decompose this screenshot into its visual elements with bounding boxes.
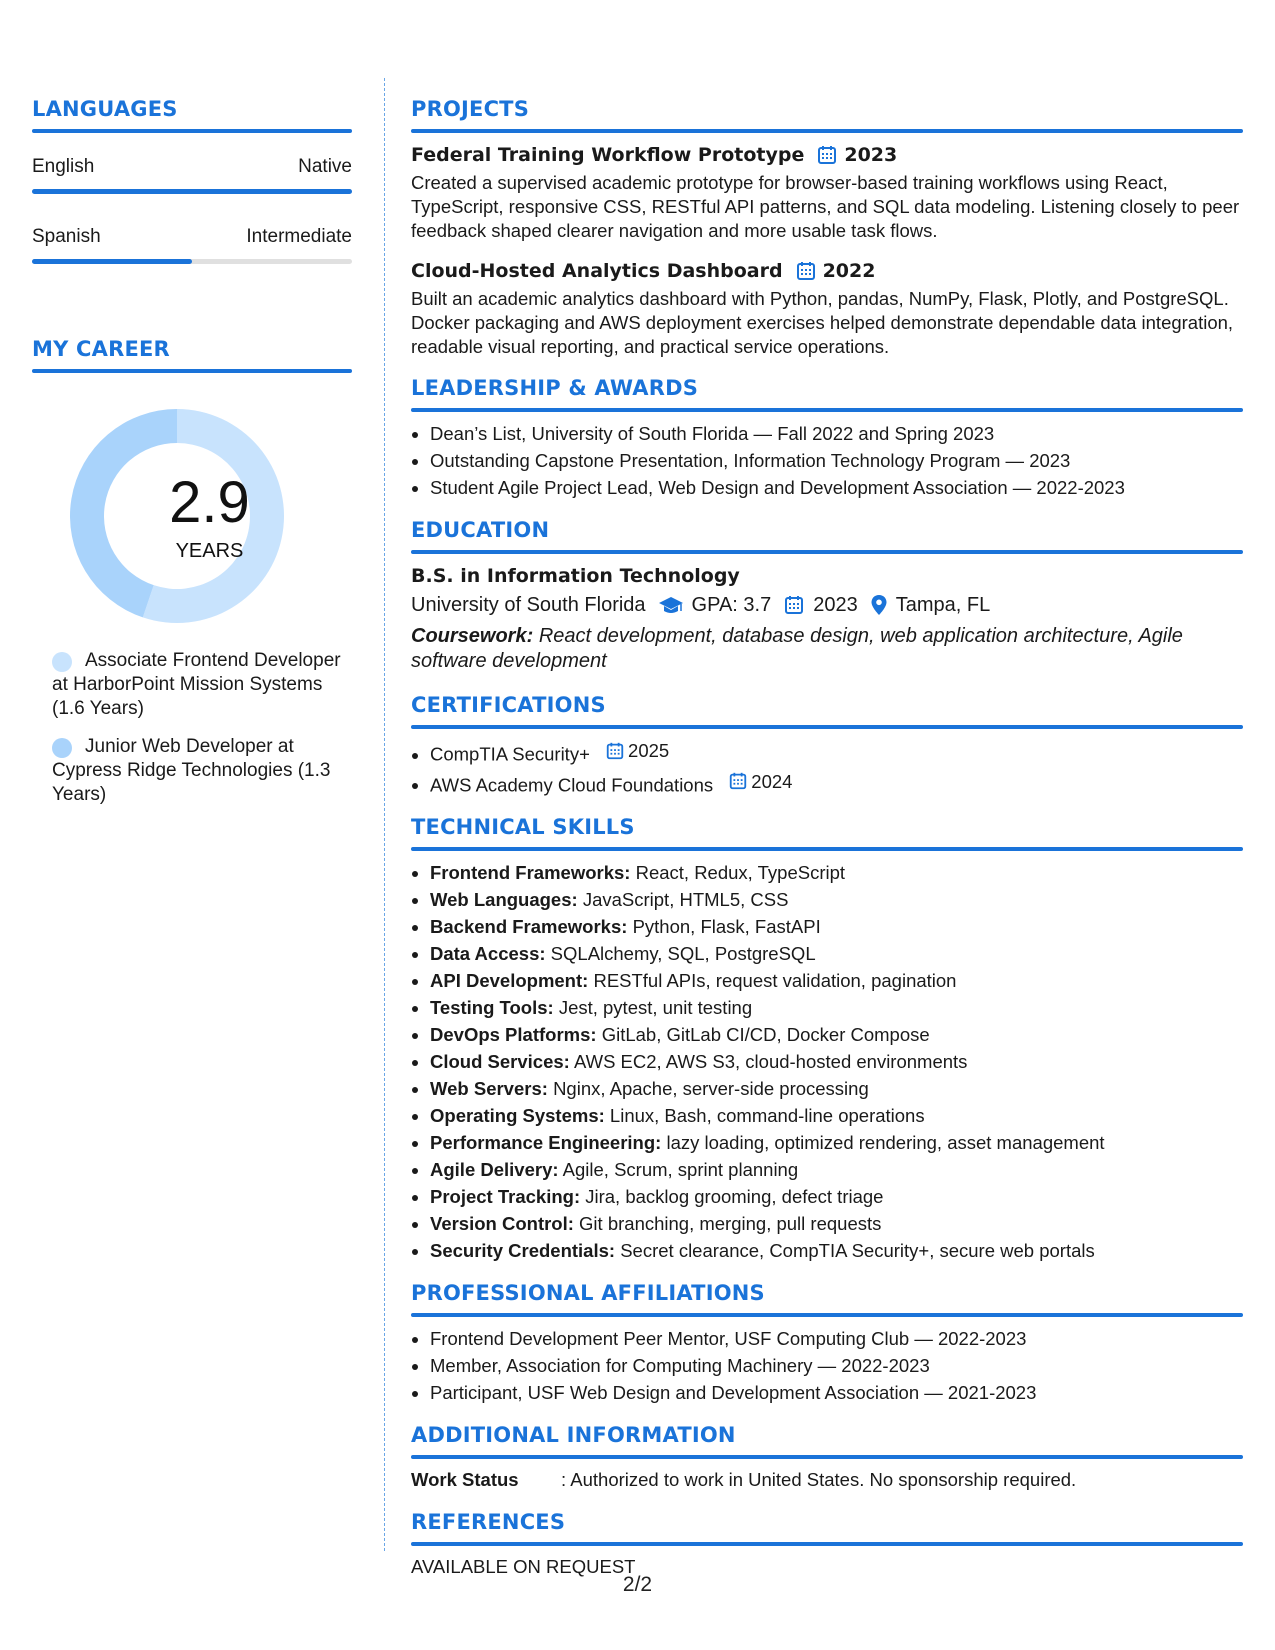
- section-rule: [411, 725, 1243, 729]
- column-divider: [384, 78, 385, 1551]
- skill-item: [430, 913, 1243, 940]
- additional-info-section: [411, 1420, 1243, 1493]
- calendar-icon: [605, 741, 625, 761]
- project-description: Built an academic analytics dashboard with Python, pandas, NumPy, Flask, Plotly, and PostgreSQL. Docker packaging and AWS deployment exercises helped demonstrate dependable data integration, readable visual reporting, and practical service operations.: [411, 288, 1234, 357]
- legend-label: Associate Frontend Developer at HarborPoint Mission Systems (1.6 Years): [52, 650, 341, 719]
- education-gpa: GPA: 3.7: [691, 594, 772, 616]
- project-heading: [411, 257, 1243, 285]
- skill-label: Version Control:: [430, 1213, 574, 1234]
- skill-label: API Development:: [430, 970, 589, 991]
- skill-value: RESTful APIs, request validation, pagination: [593, 970, 957, 991]
- project-description: Created a supervised academic prototype for browser-based training workflows using React, TypeScript, responsive CSS, RESTful API patterns, and SQL data modeling. Listening closely to peer feedback shaped clearer navigation and more usable task flows.: [411, 172, 1240, 241]
- skill-value: Nginx, Apache, server-side processing: [553, 1078, 869, 1099]
- legend-label: Junior Web Developer at Cypress Ridge Technologies (1.3 Years): [52, 736, 331, 805]
- location-pin-icon: [870, 594, 888, 616]
- skill-item: [430, 967, 1243, 994]
- skill-value: Jira, backlog grooming, defect triage: [585, 1186, 884, 1207]
- skill-item: [430, 1237, 1243, 1264]
- language-proficiency-fill: [32, 189, 352, 194]
- affiliations-list: [411, 1325, 1243, 1406]
- education-details: [411, 590, 1243, 620]
- legend-dot: [52, 652, 72, 672]
- education-location: Tampa, FL: [895, 594, 991, 616]
- section-rule: [411, 550, 1243, 554]
- skill-value: Jest, pytest, unit testing: [558, 997, 753, 1018]
- calendar-icon: [728, 771, 748, 791]
- list-item: • Frontend Development Peer Mentor, USF Computing Club — 2022-2023: [430, 1325, 1243, 1352]
- calendar-icon: [795, 260, 817, 282]
- skill-label: DevOps Platforms:: [430, 1024, 597, 1045]
- skill-label: Cloud Services:: [430, 1051, 570, 1072]
- career-title: MY CAREER: [32, 337, 170, 361]
- skill-label: Backend Frameworks:: [430, 916, 628, 937]
- certifications-section: [411, 690, 1243, 798]
- references-section: [411, 1507, 1243, 1580]
- section-rule: [411, 847, 1243, 851]
- skill-value: Python, Flask, FastAPI: [632, 916, 821, 937]
- education-year: 2023: [813, 594, 858, 616]
- list-item: • Participant, USF Web Design and Development Association — 2021-2023: [430, 1379, 1243, 1406]
- languages-title: LANGUAGES: [32, 97, 178, 121]
- project-name: Cloud-Hosted Analytics Dashboard: [411, 260, 783, 282]
- list-item: [430, 737, 1243, 768]
- project-year: 2023: [844, 144, 898, 166]
- projects-title: PROJECTS: [411, 97, 530, 121]
- skill-item: [430, 1183, 1243, 1210]
- education-school: University of South Florida: [411, 594, 646, 616]
- calendar-icon: [816, 144, 838, 166]
- skill-value: Git branching, merging, pull requests: [579, 1213, 882, 1234]
- skill-value: Agile, Scrum, sprint planning: [562, 1159, 799, 1180]
- affiliations-section: [411, 1278, 1243, 1406]
- section-rule: [411, 1455, 1243, 1459]
- education-title: EDUCATION: [411, 518, 550, 542]
- skill-label: Web Languages:: [430, 889, 578, 910]
- skill-value: Secret clearance, CompTIA Security+, secure web portals: [620, 1240, 1095, 1261]
- career-donut-chart: [32, 403, 352, 643]
- skill-label: Frontend Frameworks:: [430, 862, 631, 883]
- skill-label: Security Credentials:: [430, 1240, 616, 1261]
- references-text: AVAILABLE ON REQUEST: [411, 1556, 636, 1577]
- language-proficiency-fill: [32, 259, 192, 264]
- skill-item: [430, 994, 1243, 1021]
- language-proficiency-bar: [32, 259, 352, 264]
- skill-value: lazy loading, optimized rendering, asset management: [666, 1132, 1105, 1153]
- certification-year: 2025: [628, 740, 670, 761]
- skill-item: [430, 1075, 1243, 1102]
- skill-value: SQLAlchemy, SQL, PostgreSQL: [550, 943, 816, 964]
- career-legend-item: [32, 735, 352, 807]
- language-level: Native: [298, 156, 352, 177]
- skills-list: [411, 859, 1243, 1264]
- leadership-title: LEADERSHIP & AWARDS: [411, 376, 699, 400]
- left-column: [32, 94, 352, 821]
- language-name: English: [32, 156, 95, 177]
- skill-item: [430, 1210, 1243, 1237]
- skill-label: Operating Systems:: [430, 1105, 605, 1126]
- language-item-english: [32, 155, 352, 194]
- skills-section: [411, 812, 1243, 1264]
- skill-value: JavaScript, HTML5, CSS: [582, 889, 789, 910]
- skill-value: React, Redux, TypeScript: [635, 862, 846, 883]
- skill-item: [430, 1048, 1243, 1075]
- project-year: 2022: [822, 260, 876, 282]
- skill-value: AWS EC2, AWS S3, cloud-hosted environments: [573, 1051, 968, 1072]
- skill-label: Project Tracking:: [430, 1186, 581, 1207]
- skill-item: [430, 1021, 1243, 1048]
- section-rule: [411, 1542, 1243, 1546]
- right-column: [411, 94, 1243, 1594]
- work-status-row: [411, 1467, 1243, 1493]
- work-status-value: : Authorized to work in United States. No sponsorship required.: [561, 1469, 1077, 1490]
- project-name: Federal Training Workflow Prototype: [411, 144, 805, 166]
- language-proficiency-bar: [32, 189, 352, 194]
- list-item: [430, 768, 1243, 799]
- legend-dot: [52, 738, 72, 758]
- references-title: REFERENCES: [411, 1510, 566, 1534]
- language-name: Spanish: [32, 226, 101, 247]
- leadership-section: [411, 373, 1243, 501]
- skill-item: [430, 1102, 1243, 1129]
- work-status-label: Work Status: [411, 1469, 519, 1490]
- skill-value: Linux, Bash, command-line operations: [609, 1105, 925, 1126]
- skill-label: Testing Tools:: [430, 997, 554, 1018]
- skill-label: Web Servers:: [430, 1078, 548, 1099]
- section-rule: [411, 408, 1243, 412]
- career-total-value: 2.9: [169, 470, 250, 535]
- certification-name: CompTIA Security+: [430, 743, 590, 765]
- section-rule: [411, 129, 1243, 133]
- skill-label: Performance Engineering:: [430, 1132, 662, 1153]
- list-item: • Outstanding Capstone Presentation, Information Technology Program — 2023: [430, 447, 1243, 474]
- section-rule: [32, 369, 352, 373]
- section-rule: [411, 1313, 1243, 1317]
- skill-label: Agile Delivery:: [430, 1159, 559, 1180]
- leadership-list: [411, 420, 1243, 501]
- page-number: 2/2: [622, 1573, 653, 1596]
- list-item: • Dean’s List, University of South Florida — Fall 2022 and Spring 2023: [430, 420, 1243, 447]
- skill-item: [430, 859, 1243, 886]
- skill-item: [430, 886, 1243, 913]
- section-rule: [32, 129, 352, 133]
- certifications-list: [411, 737, 1243, 798]
- skill-item: [430, 940, 1243, 967]
- skill-item: [430, 1129, 1243, 1156]
- certifications-title: CERTIFICATIONS: [411, 693, 606, 717]
- calendar-icon: [783, 594, 805, 616]
- projects-section: [411, 94, 1243, 359]
- list-item: • Student Agile Project Lead, Web Design and Development Association — 2022-2023: [430, 474, 1243, 501]
- project-heading: [411, 141, 1243, 169]
- career-total-unit: YEARS: [175, 540, 244, 562]
- skill-item: [430, 1156, 1243, 1183]
- skill-label: Data Access:: [430, 943, 546, 964]
- education-degree: B.S. in Information Technology: [411, 565, 740, 587]
- coursework-label: Coursework:: [411, 625, 534, 647]
- language-item-spanish: [32, 225, 352, 264]
- education-section: [411, 515, 1243, 674]
- certification-year: 2024: [751, 770, 793, 792]
- graduation-cap-icon: [658, 594, 684, 616]
- career-legend-item: [32, 649, 352, 721]
- list-item: • Member, Association for Computing Machinery — 2022-2023: [430, 1352, 1243, 1379]
- skill-value: GitLab, GitLab CI/CD, Docker Compose: [601, 1024, 930, 1045]
- language-level: Intermediate: [246, 226, 352, 247]
- affiliations-title: PROFESSIONAL AFFILIATIONS: [411, 1281, 765, 1305]
- certification-name: AWS Academy Cloud Foundations: [430, 774, 714, 795]
- education-coursework: [411, 624, 1243, 674]
- additional-info-title: ADDITIONAL INFORMATION: [411, 1423, 736, 1447]
- skills-title: TECHNICAL SKILLS: [411, 815, 635, 839]
- coursework-text: React development, database design, web application architecture, Agile software development: [411, 625, 1183, 672]
